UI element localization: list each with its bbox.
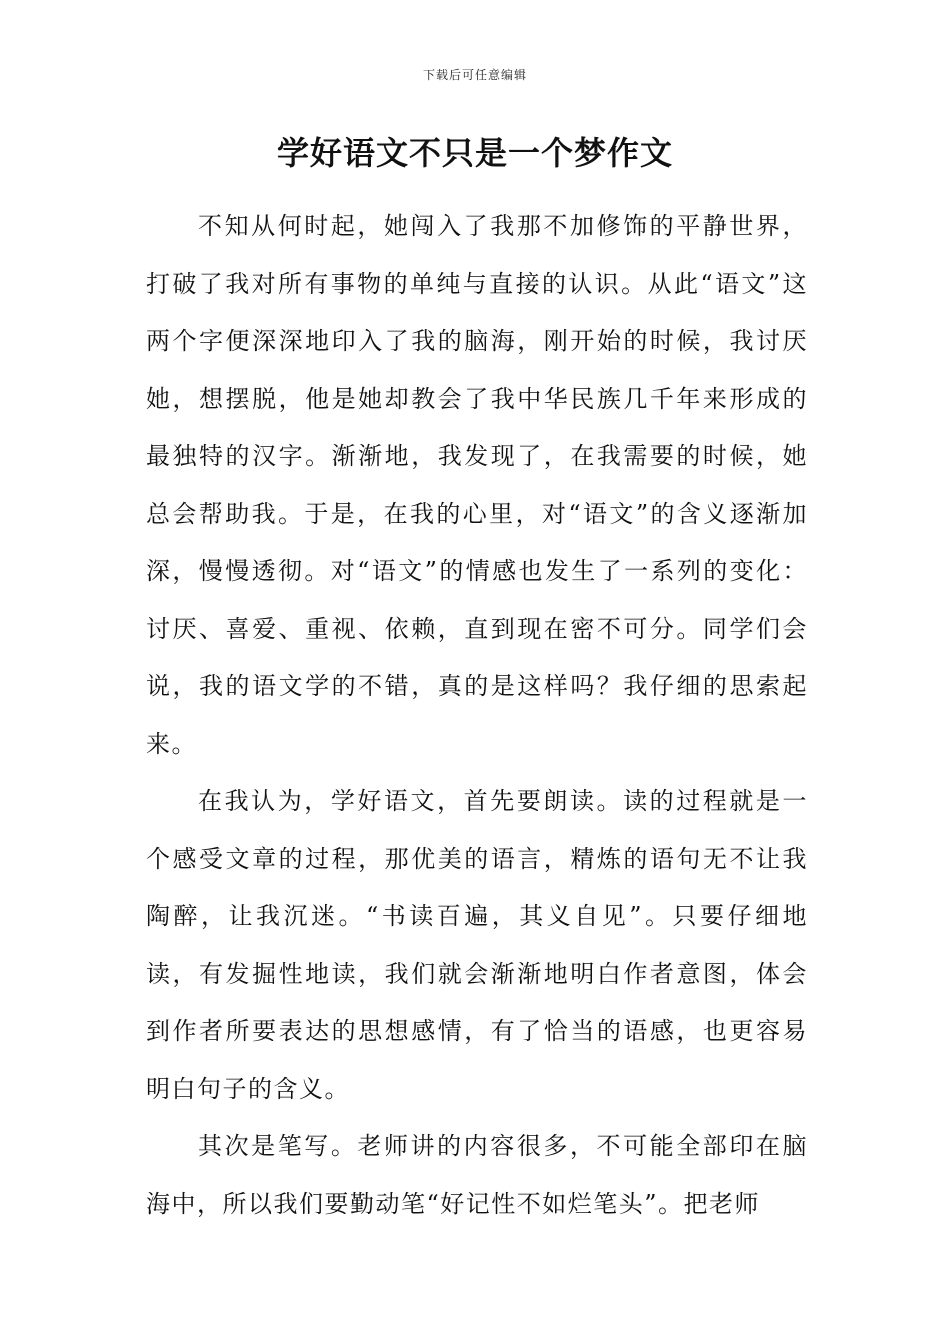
paragraph-1: 不知从何时起，她闯入了我那不加修饰的平静世界，打破了我对所有事物的单纯与直接的认识。从此“语文”这两个字便深深地印入了我的脑海，刚开始的时候，我讨厌她，想摆脱，他是她却教会了我中华民族几千年来形成的最独特的汉字。渐渐地，我发现了，在我需要的时候，她总会帮助我。于是，在我的心里，对“语文”的含义逐渐加深，慢慢透彻。对“语文”的情感也发生了一系列的变化：讨厌、喜爱、重视、依赖，直到现在密不可分。同学们会说，我的语文学的不错，真的是这样吗？我仔细的思索起来。 [146,212,808,758]
document-body [146,198,808,1233]
document-title: 学好语文不只是一个梦作文 [276,134,673,172]
paragraph-3: 其次是笔写。老师讲的内容很多，不可能全部印在脑海中，所以我们要勤动笔“好记性不如烂笔头”。把老师 [146,1132,808,1218]
paragraph-2: 在我认为，学好语文，首先要朗读。读的过程就是一个感受文章的过程，那优美的语言，精炼的语句无不让我陶醉，让我沉迷。“书读百遍，其义自见”。只要仔细地读，有发掘性地读，我们就会渐渐地明白作者意图，体会到作者所要表达的思想感情，有了恰当的语感，也更容易明白句子的含义。 [146,787,808,1103]
header-note: 下载后可任意编辑 [422,68,527,82]
